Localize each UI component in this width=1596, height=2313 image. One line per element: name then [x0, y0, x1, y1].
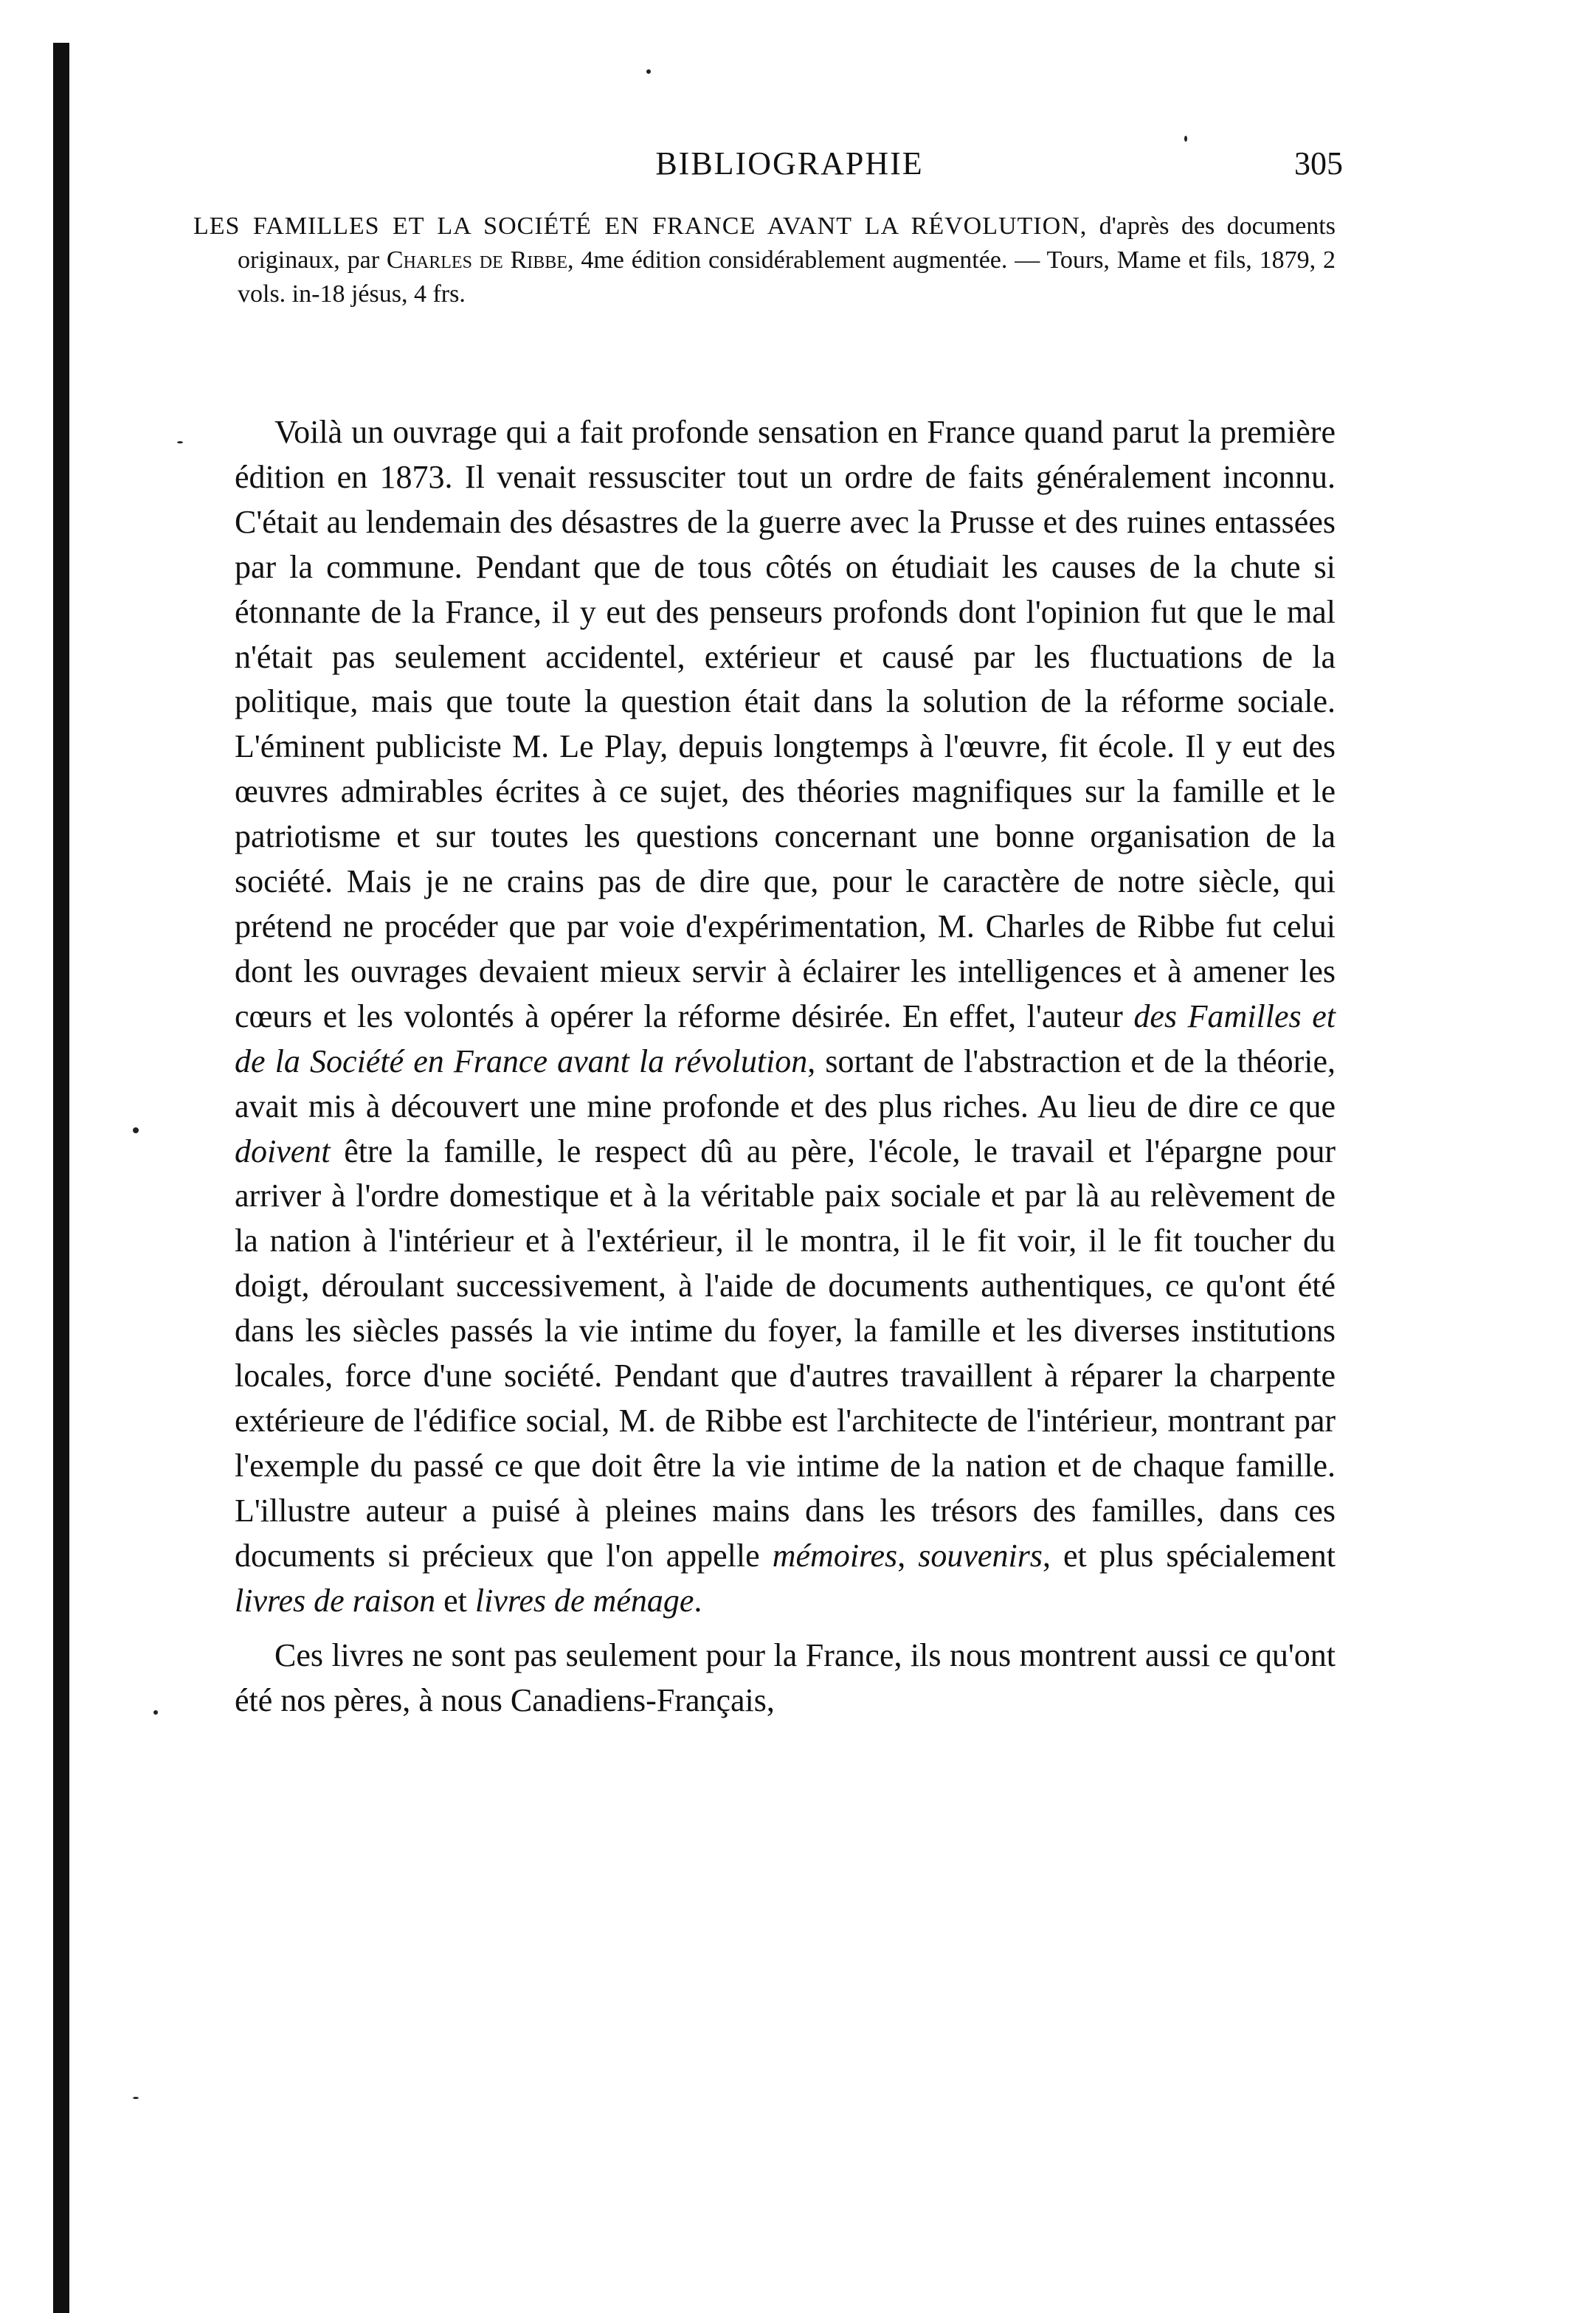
scan-speck: [133, 2097, 139, 2099]
paragraph-text: .: [694, 1582, 702, 1619]
italic-title: livres de ménage: [474, 1582, 694, 1619]
italic-title: souvenirs: [918, 1537, 1043, 1574]
review-body: [235, 410, 1336, 1723]
entry-author: Charles de Ribbe: [386, 246, 567, 274]
paragraph-text: ,: [897, 1537, 919, 1574]
binding-edge: [53, 43, 69, 2313]
paragraph-text: , et plus spécialement: [1042, 1537, 1336, 1574]
paragraph: [235, 410, 1336, 1623]
italic-title: des Familles et de la Société en France avant la révolution: [235, 998, 1336, 1079]
italic-title: doivent: [235, 1133, 331, 1169]
page-number: 305: [1294, 145, 1343, 181]
scan-speck: [177, 441, 183, 443]
running-head: [236, 145, 1343, 196]
paragraph-text: , sortant de l'abstraction et de la théorie, avait mis à découvert une mine profonde et des plus riches. Au lieu de dire ce que: [235, 1043, 1336, 1124]
bibliography-entry: [193, 210, 1336, 311]
paragraph: [235, 1633, 1336, 1723]
entry-details: d'après des documents originaux, par: [238, 212, 1336, 274]
scan-speck: [646, 69, 651, 74]
scan-speck: [133, 1127, 139, 1133]
scan-speck: [1184, 136, 1187, 142]
paragraph-text: être la famille, le respect dû au père, l'école, le travail et l'épargne pour arriver à l'ordre domestique et à la véritable paix sociale et par là au relèvement de la nation à l'intérieur et à l'extérieur, il le montra, il le fit voir, il le fit toucher du doigt, déroulant successivement, à l'aide de documents authentiques, ce qu'ont été dans les siècles passés la vie intime du foyer, la famille et les diverses institutions locales, force d'une société. Pendant que d'autres travaillent à réparer la charpente extérieure de l'édifice social, M. de Ribbe est l'architecte de l'intérieur, montrant par l'exemple du passé ce que doit être la vie intime de la nation et de chaque famille. L'illustre auteur a puisé à pleines mains dans les trésors des familles, dans ces documents si précieux que l'on appelle: [235, 1133, 1336, 1574]
paragraph-text: et: [435, 1582, 475, 1619]
entry-title: LES FAMILLES ET LA SOCIÉTÉ EN FRANCE AVANT LA RÉVOLUTION,: [193, 212, 1088, 240]
italic-title: livres de raison: [235, 1582, 436, 1619]
entry-details-publication: , 4me édition considérablement augmentée. — Tours, Mame et fils, 1879, 2 vols. in-18 jésus, 4 frs.: [238, 246, 1336, 308]
paragraph-text: Ces livres ne sont pas seulement pour la France, ils nous montrent aussi ce qu'ont été nos pères, à nous Canadiens-Français,: [235, 1637, 1336, 1719]
running-title: BIBLIOGRAPHIE: [655, 145, 924, 181]
paragraph-text: Voilà un ouvrage qui a fait profonde sensation en France quand parut la première édition en 1873. Il venait ressusciter tout un ordre de faits généralement inconnu. C'était au lendemain des désastres de la guerre avec la Prusse et des ruines entassées par la commune. Pendant que de tous côtés on étudiait les causes de la chute si étonnante de la France, il y eut des penseurs profonds dont l'opinion fut que le mal n'était pas seulement accidentel, extérieur et causé par les fluctuations de la politique, mais que toute la question était dans la solution de la réforme sociale. L'éminent publiciste M. Le Play, depuis longtemps à l'œuvre, fit école. Il y eut des œuvres admirables écrites à ce sujet, des théories magnifiques sur la famille et le patriotisme et sur toutes les questions concernant une bonne organisation de la société. Mais je ne crains pas de dire que, pour le caractère de notre siècle, qui prétend ne procéder que par voie d'expérimentation, M. Charles de Ribbe fut celui dont les ouvrages devaient mieux servir à éclairer les intelligences et à amener les cœurs et les volontés à opérer la réforme désirée. En effet, l'auteur: [235, 414, 1336, 1034]
scan-speck: [153, 1710, 158, 1715]
italic-title: mémoires: [772, 1537, 898, 1574]
